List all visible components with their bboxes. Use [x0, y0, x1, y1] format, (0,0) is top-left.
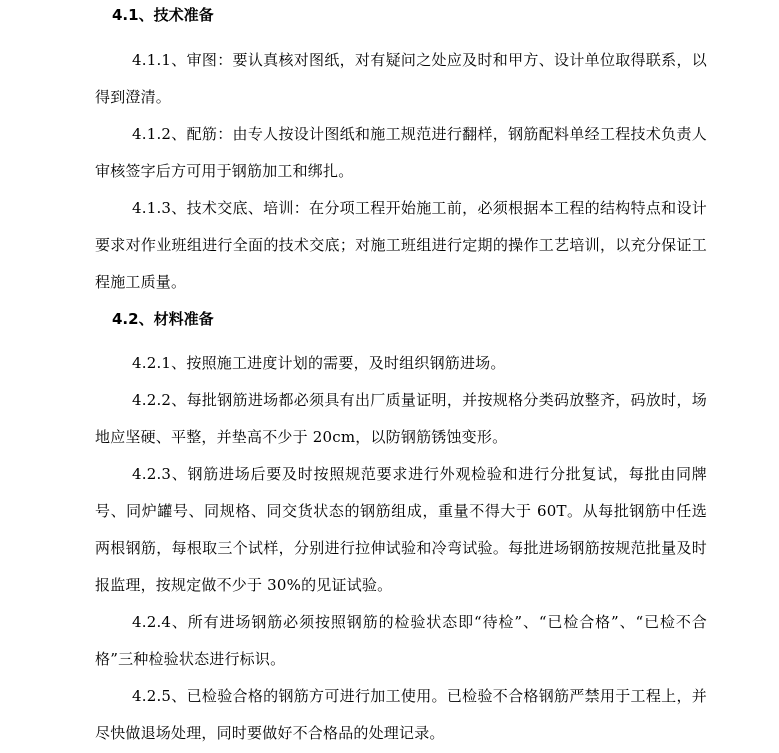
paragraph-4-2-2: 4.2.2、每批钢筋进场都必须具有出厂质量证明，并按规格分类码放整齐，码放时，场地应坚硬、平整，并垫高不少于 20cm，以防钢筋锈蚀变形。 [95, 391, 707, 446]
paragraph-4-1-1: 4.1.1、审图：要认真核对图纸，对有疑问之处应及时和甲方、设计单位取得联系，以得到澄清。 [95, 51, 707, 106]
section-heading-4-2: 4.2、材料准备 [112, 310, 214, 328]
paragraph-4-2-5: 4.2.5、已检验合格的钢筋方可进行加工使用。已检验不合格钢筋严禁用于工程上，并尽快做退场处理，同时要做好不合格品的处理记录。 [95, 687, 707, 742]
paragraph-4-2-1: 4.2.1、按照施工进度计划的需要，及时组织钢筋进场。 [132, 354, 506, 372]
section-heading-4-1: 4.1、技术准备 [112, 6, 214, 24]
paragraph-4-1-3: 4.1.3、技术交底、培训：在分项工程开始施工前，必须根据本工程的结构特点和设计要求对作业班组进行全面的技术交底；对施工班组进行定期的操作工艺培训，以充分保证工程施工质量。 [95, 199, 707, 291]
paragraph-4-2-4: 4.2.4、所有进场钢筋必须按照钢筋的检验状态即“待检”、“已检合格”、“已检不合格”三种检验状态进行标识。 [95, 613, 707, 668]
paragraph-4-1-2: 4.1.2、配筋：由专人按设计图纸和施工规范进行翻样，钢筋配料单经工程技术负责人审核签字后方可用于钢筋加工和绑扎。 [95, 125, 707, 180]
paragraph-4-2-3: 4.2.3、钢筋进场后要及时按照规范要求进行外观检验和进行分批复试，每批由同牌号、同炉罐号、同规格、同交货状态的钢筋组成，重量不得大于 60T。从每批钢筋中任选两根钢筋，每根取三个试样，分别进行拉伸试验和冷弯试验。每批进场钢筋按规范批量及时报监理，按规定做不少于 30%的见证试验。 [95, 465, 707, 594]
